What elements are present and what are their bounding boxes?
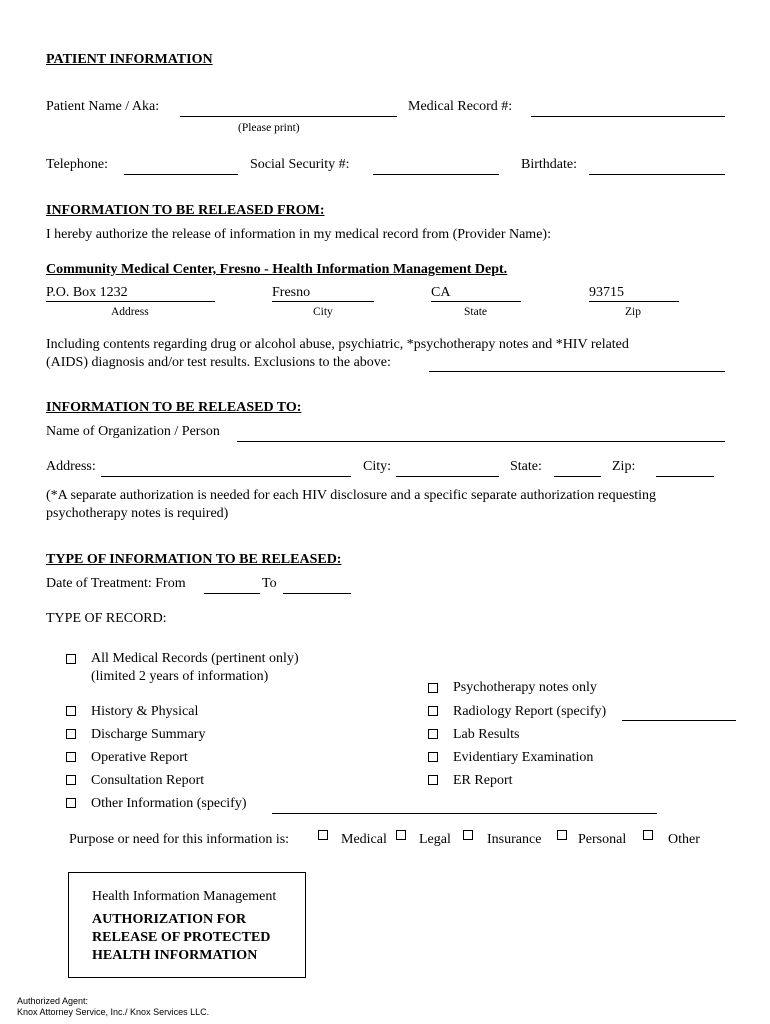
patient-name-label: Patient Name / Aka: (46, 99, 160, 114)
form-title-line2: RELEASE OF PROTECTED (92, 930, 271, 945)
including-text-line2: (AIDS) diagnosis and/or test results. Exclusions to the above: (46, 355, 391, 370)
zip-caption: Zip (625, 306, 641, 318)
recipient-state-label: State: (510, 459, 542, 474)
lab-results-label: Lab Results (453, 727, 520, 742)
address-caption: Address (111, 306, 149, 318)
er-report-label: ER Report (453, 773, 513, 788)
recipient-address-field[interactable] (101, 476, 351, 477)
recipient-zip-field[interactable] (656, 476, 714, 477)
radiology-report-label: Radiology Report (specify) (453, 704, 607, 719)
telephone-field[interactable] (124, 174, 238, 175)
purpose-medical-label: Medical (341, 832, 387, 847)
recipient-address-label: Address: (46, 459, 96, 474)
footer-agent-label: Authorized Agent: (17, 996, 89, 1006)
footer-agent-name: Knox Attorney Service, Inc./ Knox Services LLC. (17, 1007, 210, 1017)
other-information-field[interactable] (272, 813, 657, 814)
operative-report-checkbox[interactable] (66, 752, 76, 762)
purpose-other-label: Other (668, 832, 700, 847)
patient-name-field[interactable] (180, 116, 397, 117)
evidentiary-exam-checkbox[interactable] (428, 752, 438, 762)
other-information-checkbox[interactable] (66, 798, 76, 808)
state-caption: State (464, 306, 487, 318)
history-physical-checkbox[interactable] (66, 706, 76, 716)
radiology-report-checkbox[interactable] (428, 706, 438, 716)
purpose-personal-label: Personal (578, 832, 627, 847)
purpose-label: Purpose or need for this information is: (69, 832, 290, 847)
other-information-label: Other Information (specify) (91, 796, 247, 811)
purpose-insurance-checkbox[interactable] (463, 830, 473, 840)
provider-address: P.O. Box 1232 (46, 285, 128, 300)
recipient-zip-label: Zip: (612, 459, 636, 474)
all-records-checkbox[interactable] (66, 654, 76, 664)
provider-zip: 93715 (589, 285, 624, 300)
provider-city: Fresno (272, 285, 311, 300)
form-dept-label: Health Information Management (92, 889, 277, 904)
provider-state: CA (431, 285, 451, 300)
purpose-insurance-label: Insurance (487, 832, 542, 847)
ssn-label: Social Security #: (250, 157, 350, 172)
purpose-legal-checkbox[interactable] (396, 830, 406, 840)
authorize-text: I hereby authorize the release of information in my medical record from (Provider Name): (46, 227, 551, 242)
psychotherapy-notes-label: Psychotherapy notes only (453, 680, 597, 695)
date-to-label: To (262, 576, 277, 591)
operative-report-label: Operative Report (91, 750, 188, 765)
date-to-field[interactable] (283, 593, 351, 594)
recipient-city-field[interactable] (396, 476, 499, 477)
type-info-heading: TYPE OF INFORMATION TO BE RELEASED: (46, 552, 342, 567)
please-print-caption: (Please print) (238, 122, 300, 134)
form-title-line3: HEALTH INFORMATION (92, 948, 258, 963)
date-from-field[interactable] (204, 593, 260, 594)
released-to-heading: INFORMATION TO BE RELEASED TO: (46, 400, 302, 415)
type-of-record-label: TYPE OF RECORD: (46, 611, 167, 626)
hiv-note-line1: (*A separate authorization is needed for each HIV disclosure and a specific separate authorization requesting (46, 488, 657, 503)
org-label: Name of Organization / Person (46, 424, 220, 439)
birthdate-field[interactable] (589, 174, 725, 175)
purpose-medical-checkbox[interactable] (318, 830, 328, 840)
purpose-other-checkbox[interactable] (643, 830, 653, 840)
consultation-report-checkbox[interactable] (66, 775, 76, 785)
recipient-city-label: City: (363, 459, 392, 474)
org-field[interactable] (237, 441, 725, 442)
all-records-label-line2: (limited 2 years of information) (91, 669, 269, 684)
medical-record-label: Medical Record #: (408, 99, 513, 114)
recipient-state-field[interactable] (554, 476, 601, 477)
provider-address-line (46, 301, 215, 302)
patient-info-heading: PATIENT INFORMATION (46, 52, 213, 67)
all-records-label-line1: All Medical Records (pertinent only) (91, 651, 299, 666)
provider-name: Community Medical Center, Fresno - Health Information Management Dept. (46, 262, 508, 277)
lab-results-checkbox[interactable] (428, 729, 438, 739)
including-text-line1: Including contents regarding drug or alcohol abuse, psychiatric, *psychotherapy notes and *HIV related (46, 337, 629, 352)
consultation-report-label: Consultation Report (91, 773, 205, 788)
ssn-field[interactable] (373, 174, 499, 175)
purpose-personal-checkbox[interactable] (557, 830, 567, 840)
medical-record-field[interactable] (531, 116, 725, 117)
city-caption: City (313, 306, 333, 318)
provider-zip-line (589, 301, 679, 302)
history-physical-label: History & Physical (91, 704, 199, 719)
telephone-label: Telephone: (46, 157, 108, 172)
discharge-summary-checkbox[interactable] (66, 729, 76, 739)
provider-city-line (272, 301, 374, 302)
date-from-label: Date of Treatment: From (46, 576, 186, 591)
exclusions-field[interactable] (429, 371, 725, 372)
hiv-note-line2: psychotherapy notes is required) (46, 506, 229, 521)
provider-state-line (431, 301, 521, 302)
psychotherapy-notes-checkbox[interactable] (428, 683, 438, 693)
er-report-checkbox[interactable] (428, 775, 438, 785)
form-title-line1: AUTHORIZATION FOR (92, 912, 247, 927)
evidentiary-exam-label: Evidentiary Examination (453, 750, 594, 765)
discharge-summary-label: Discharge Summary (91, 727, 206, 742)
birthdate-label: Birthdate: (521, 157, 577, 172)
purpose-legal-label: Legal (419, 832, 451, 847)
released-from-heading: INFORMATION TO BE RELEASED FROM: (46, 203, 325, 218)
radiology-specify-field[interactable] (622, 720, 736, 721)
